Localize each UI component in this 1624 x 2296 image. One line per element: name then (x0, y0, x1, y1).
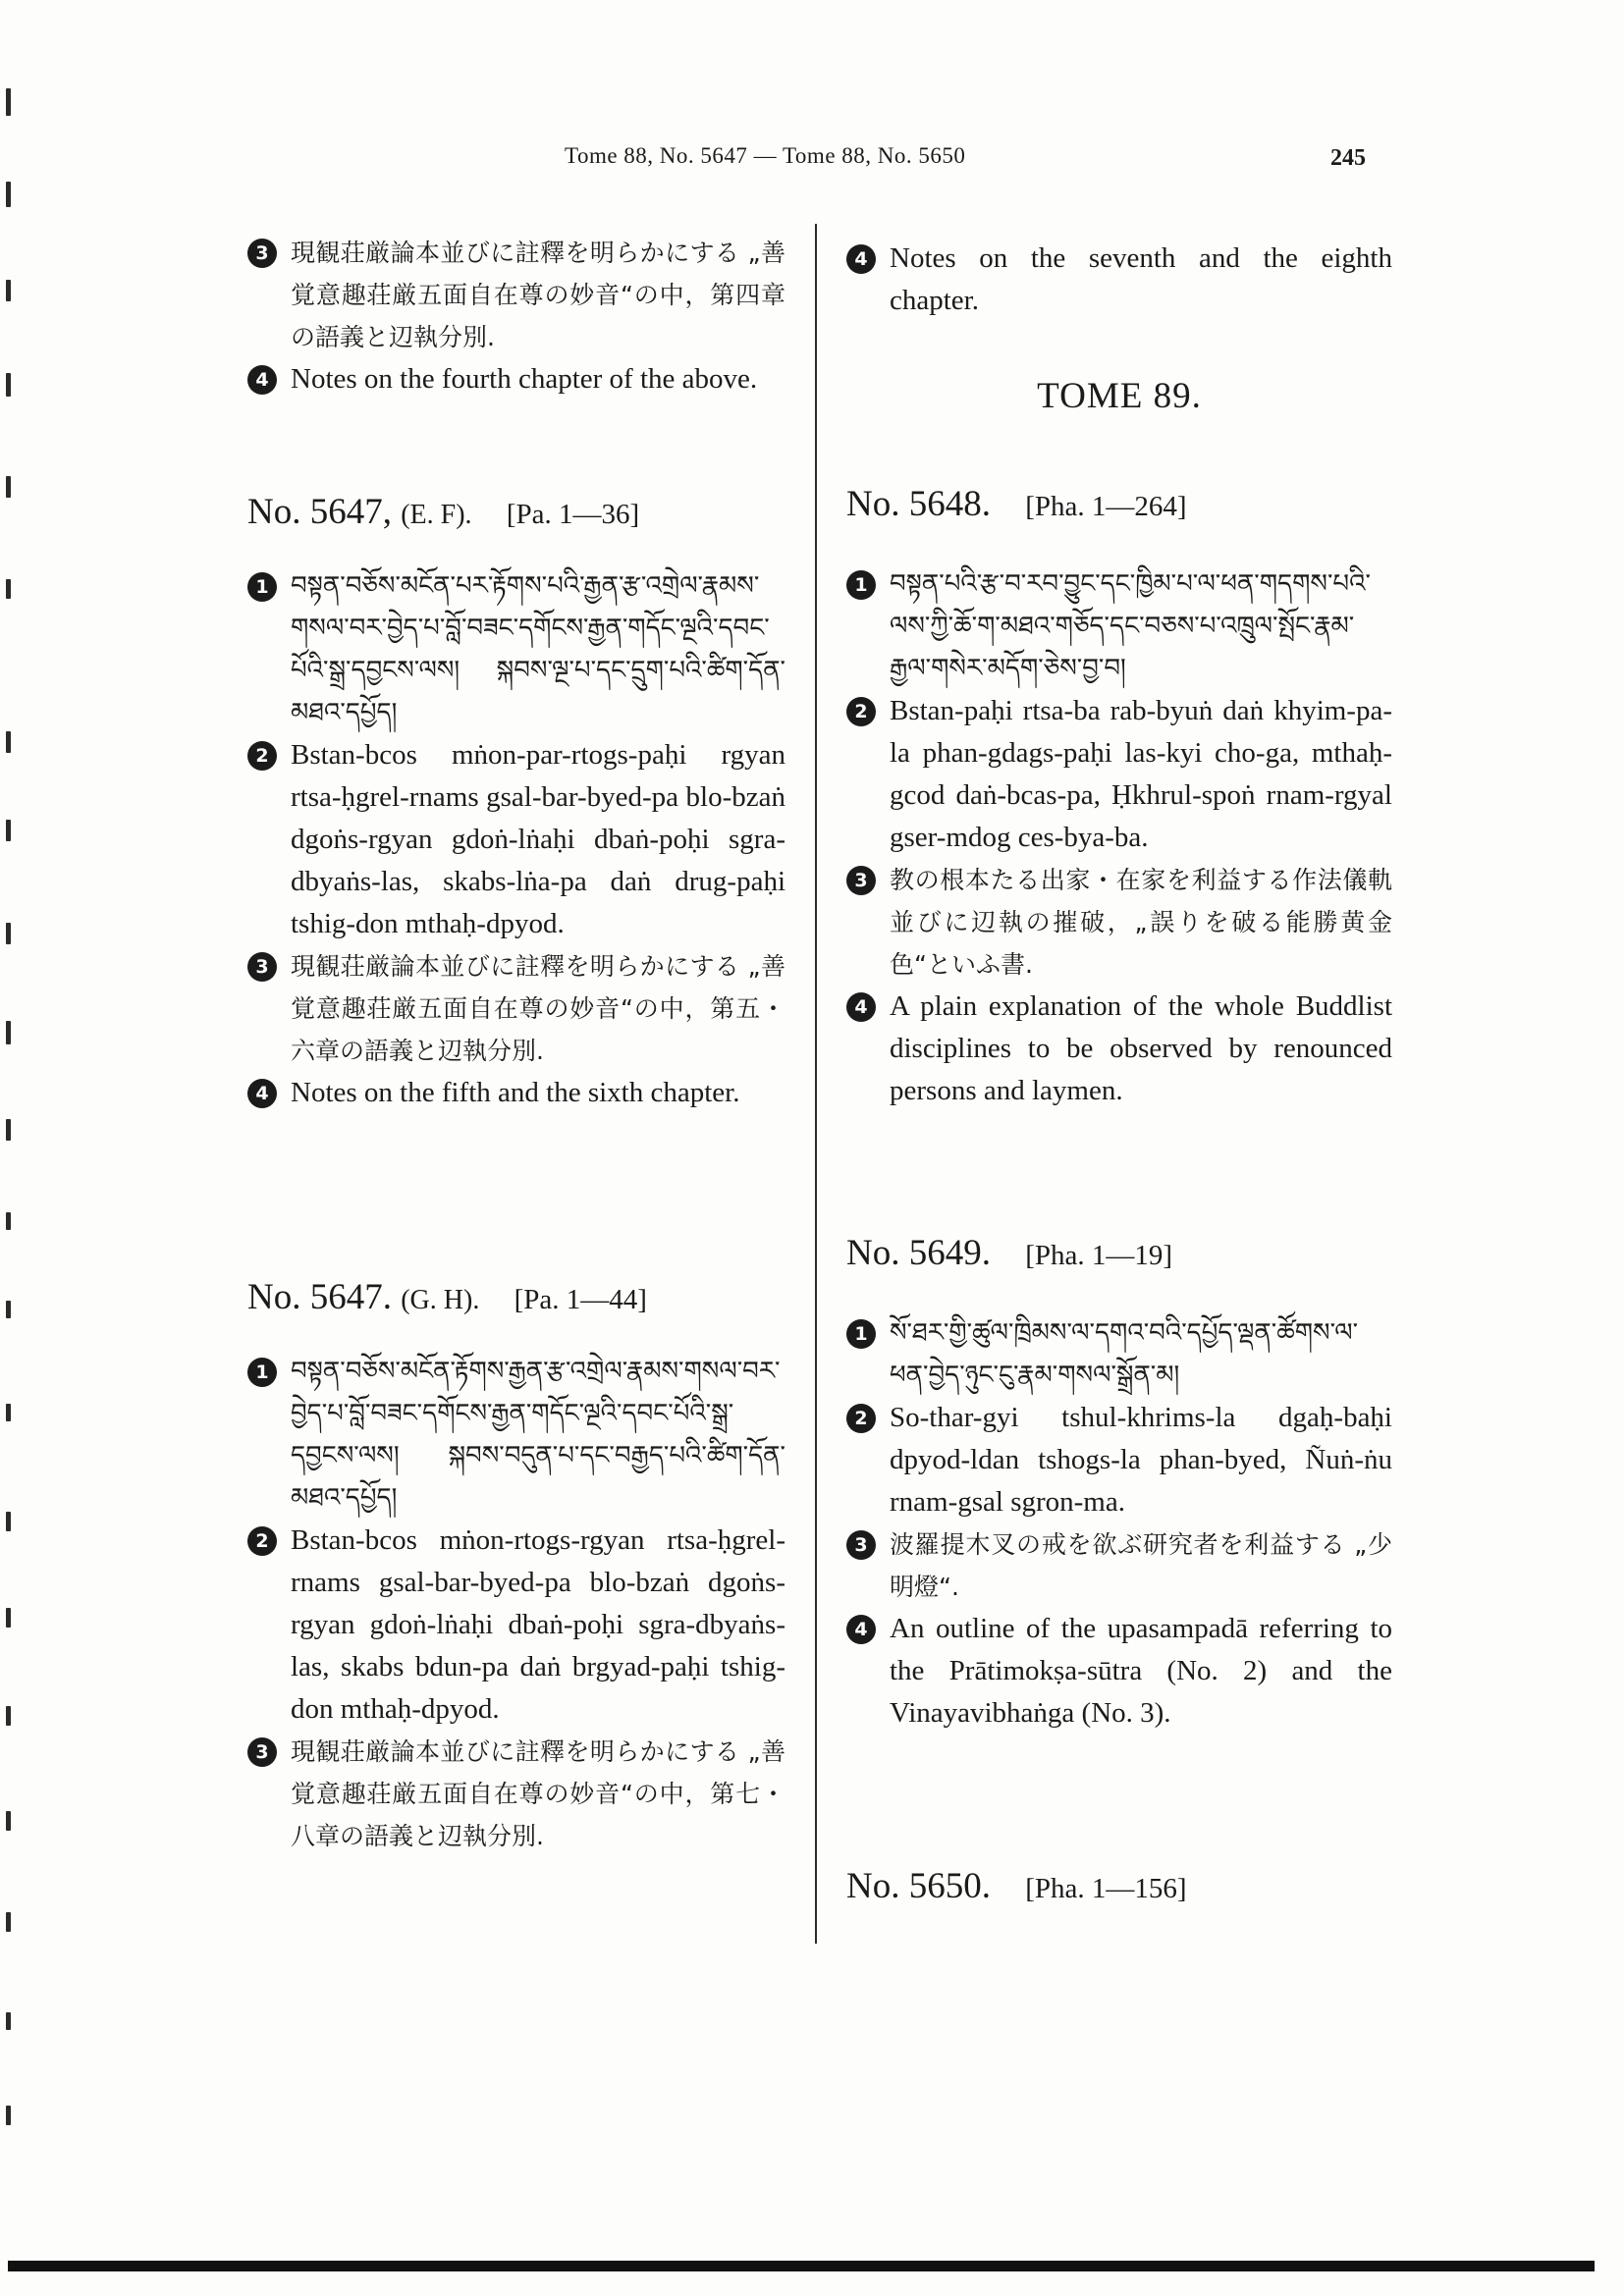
bottom-rule (8, 2261, 1595, 2271)
entry-item (247, 1072, 785, 1114)
continued-entry (247, 232, 785, 400)
entry-item (846, 690, 1392, 859)
margin-mark (6, 1706, 11, 1726)
margin-mark (6, 1212, 11, 1230)
tome-title: TOME 89. (1037, 376, 1202, 416)
entry-5649 (846, 1232, 1392, 1735)
margin-mark (6, 280, 11, 301)
tibetan-title: བསྟན་བཅོས་མངོན་རྟོགས་རྒྱན་རྩ་འགྲེལ་རྣམས་གསལ་བར་བྱེད་པ་བློ་བཟང་དགོངས་རྒྱན་གདོང་ལྔའི་དབང་པོའི་སྒྲ་དབྱངས་ལས། སྐབས་བདུན་པ་དང་བརྒྱད་པའི་ཚིག་དོན་མཐའ་དཔྱོད། (291, 1357, 785, 1513)
entry-item (846, 986, 1392, 1112)
english-note: Notes on the fifth and the sixth chapter. (291, 1077, 740, 1108)
margin-mark (6, 1119, 11, 1141)
english-note: Notes on the fourth chapter of the above. (291, 363, 758, 395)
transliteration: Bstan-paḥi rtsa-ba rab-byuṅ daṅ khyim-pa-la phan-gdags-paḥi las-kyi cho-ga, mthaḥ-gcod daṅ-bcas-pa, Ḥkhrul-spoṅ rnam-rgyal gser-mdog ces-bya-ba. (890, 695, 1392, 853)
margin-mark (6, 2106, 11, 2125)
item-marker: 4 (846, 244, 876, 274)
entry-page-range: [Pha. 1—19] (1025, 1240, 1173, 1271)
item-marker: 2 (247, 741, 277, 771)
entry-number: No. 5647. (247, 1277, 392, 1317)
transliteration: So-thar-gyi tshul-khrims-la dgaḥ-baḥi dpyod-ldan tshogs-la phan-byed, Ñuṅ-ṅu rnam-gsal sgron-ma. (890, 1402, 1392, 1518)
entry-item (846, 1397, 1392, 1523)
entry-heading (846, 1865, 1392, 1910)
item-marker: 4 (247, 365, 277, 395)
margin-mark (6, 1512, 11, 1531)
tibetan-title: བསྟན་བཅོས་མངོན་པར་རྟོགས་པའི་རྒྱན་རྩ་འགྲེལ་རྣམས་གསལ་བར་བྱེད་པ་བློ་བཟང་དགོངས་རྒྱན་གདོང་ལྔའི་དབང་པོའི་སྒྲ་དབྱངས་ལས། སྐབས་ལྔ་པ་དང་དྲུག་པའི་ཚིག་དོན་མཐའ་དཔྱོད། (291, 571, 785, 727)
margin-mark (6, 182, 11, 207)
entry-item (247, 1351, 785, 1520)
entry-heading (846, 483, 1392, 528)
entry-item (247, 358, 785, 400)
column-divider (815, 224, 817, 1944)
entry-page-range: [Pha. 1—264] (1025, 491, 1187, 522)
entry-number: No. 5647, (247, 492, 392, 532)
entry-item (247, 1520, 785, 1731)
item-marker: 3 (247, 1737, 277, 1767)
item-marker: 3 (846, 866, 876, 895)
item-marker: 2 (247, 1526, 277, 1556)
entry-number: No. 5650. (846, 1866, 991, 1906)
item-marker: 3 (247, 952, 277, 982)
item-marker: 4 (846, 992, 876, 1022)
english-note: A plain explanation of the whole Buddlist disciplines to be observed by renounced persons and laymen. (890, 990, 1392, 1106)
tibetan-title: སོ་ཐར་གྱི་ཚུལ་ཁྲིམས་ལ་དགའ་བའི་དཔྱོད་ལྡན་ཚོགས་ལ་ཕན་བྱེད་ཉུང་ངུ་རྣམ་གསལ་སྒྲོན་མ། (890, 1318, 1359, 1390)
japanese-title: 現観荘厳論本並びに註釋を明らかにする „善覚意趣荘厳五面自在尊の妙音“の中，第七・八章の語義と辺執分別. (291, 1737, 785, 1850)
margin-mark (6, 1912, 11, 1932)
entry-item (846, 563, 1392, 690)
margin-mark (6, 579, 11, 599)
entry-page-range: [Pa. 1—36] (506, 499, 640, 530)
item-marker: 4 (247, 1079, 277, 1108)
entry-edition: (E. F). (401, 500, 472, 530)
japanese-title: 教の根本たる出家・在家を利益する作法儀軌並びに辺執の摧破，„誤りを破る能勝黄金色“といふ書. (890, 866, 1392, 979)
english-note: An outline of the upasampadā referring to the Prātimokṣa-sūtra (No. 2) and the Vinayavibhaṅga (No. 3). (890, 1613, 1392, 1729)
entry-edition: (G. H). (401, 1285, 480, 1315)
item-marker: 2 (846, 1404, 876, 1433)
item-marker: 4 (846, 1615, 876, 1644)
item-marker: 1 (247, 1358, 277, 1387)
entry-item (247, 1731, 785, 1857)
tibetan-title: བསྟན་པའི་རྩ་བ་རབ་བྱུང་དང་ཁྱིམ་པ་ལ་ཕན་གདགས་པའི་ལས་ཀྱི་ཆོ་ག་མཐའ་གཅོད་དང་བཅས་པ་འཁྲུལ་སྤོང་རྣམ་རྒྱལ་གསེར་མདོག་ཅེས་བྱ་བ། (890, 569, 1371, 683)
margin-mark (6, 1608, 11, 1628)
item-marker: 3 (247, 239, 277, 268)
margin-mark (6, 88, 11, 116)
entry-item (247, 232, 785, 358)
margin-mark (6, 476, 11, 498)
english-note: Notes on the seventh and the eighth chapter. (890, 242, 1392, 316)
margin-mark (6, 1811, 11, 1831)
entry-heading (247, 1276, 785, 1321)
entry-page-range: [Pha. 1—156] (1025, 1873, 1187, 1904)
page-number: 245 (1330, 145, 1366, 171)
item-marker: 1 (846, 1319, 876, 1349)
item-marker: 2 (846, 697, 876, 726)
entry-5650 (846, 1865, 1392, 1910)
entry-item (846, 238, 1392, 322)
margin-mark (6, 1301, 11, 1318)
running-title: Tome 88, No. 5647 — Tome 88, No. 5650 (565, 143, 966, 168)
entry-item (247, 945, 785, 1072)
entry-number: No. 5649. (846, 1233, 991, 1273)
entry-item (846, 1312, 1392, 1397)
entry-number: No. 5648. (846, 484, 991, 524)
entry-5647-ef (247, 491, 785, 1114)
transliteration: Bstan-bcos mṅon-rtogs-rgyan rtsa-ḥgrel-rnams gsal-bar-byed-pa blo-bzaṅ dgoṅs-rgyan gdoṅ-lṅaḥi dbaṅ-poḥi sgra-dbyaṅs-las, skabs bdun-pa daṅ brgyad-paḥi tshig-don mthaḥ-dpyod. (291, 1524, 785, 1725)
entry-5648 (846, 483, 1392, 1112)
continued-entry (846, 238, 1392, 322)
entry-heading (846, 1232, 1392, 1277)
japanese-title: 現観荘厳論本並びに註釋を明らかにする „善覚意趣荘厳五面自在尊の妙音“の中，第五・六章の語義と辺執分別. (291, 952, 785, 1065)
margin-mark (6, 820, 11, 841)
entry-item (846, 1608, 1392, 1735)
entry-item (846, 859, 1392, 986)
japanese-title: 現観荘厳論本並びに註釋を明らかにする „善覚意趣荘厳五面自在尊の妙音“の中，第四章の語義と辺執分別. (291, 239, 785, 351)
japanese-title: 波羅提木叉の戒を欲ぶ研究者を利益する „少明燈“. (890, 1530, 1392, 1601)
transliteration: Bstan-bcos mṅon-par-rtogs-paḥi rgyan rtsa-ḥgrel-rnams gsal-bar-byed-pa blo-bzaṅ dgoṅs-rgyan gdoṅ-lṅaḥi dbaṅ-poḥi sgra-dbyaṅs-las, skabs-lṅa-pa daṅ drug-paḥi tshig-don mthaḥ-dpyod. (291, 739, 785, 939)
entry-5647-gh (247, 1276, 785, 1857)
margin-mark (6, 373, 11, 397)
entry-heading (247, 491, 785, 536)
item-marker: 3 (846, 1530, 876, 1560)
margin-mark (6, 923, 11, 944)
margin-mark (6, 1404, 11, 1421)
entry-item (247, 734, 785, 945)
margin-mark (6, 1021, 11, 1044)
entry-item (846, 1523, 1392, 1608)
item-marker: 1 (846, 570, 876, 600)
item-marker: 1 (247, 572, 277, 602)
margin-mark (6, 731, 11, 753)
entry-item (247, 565, 785, 734)
margin-mark (6, 2012, 11, 2030)
entry-page-range: [Pa. 1—44] (514, 1284, 647, 1315)
